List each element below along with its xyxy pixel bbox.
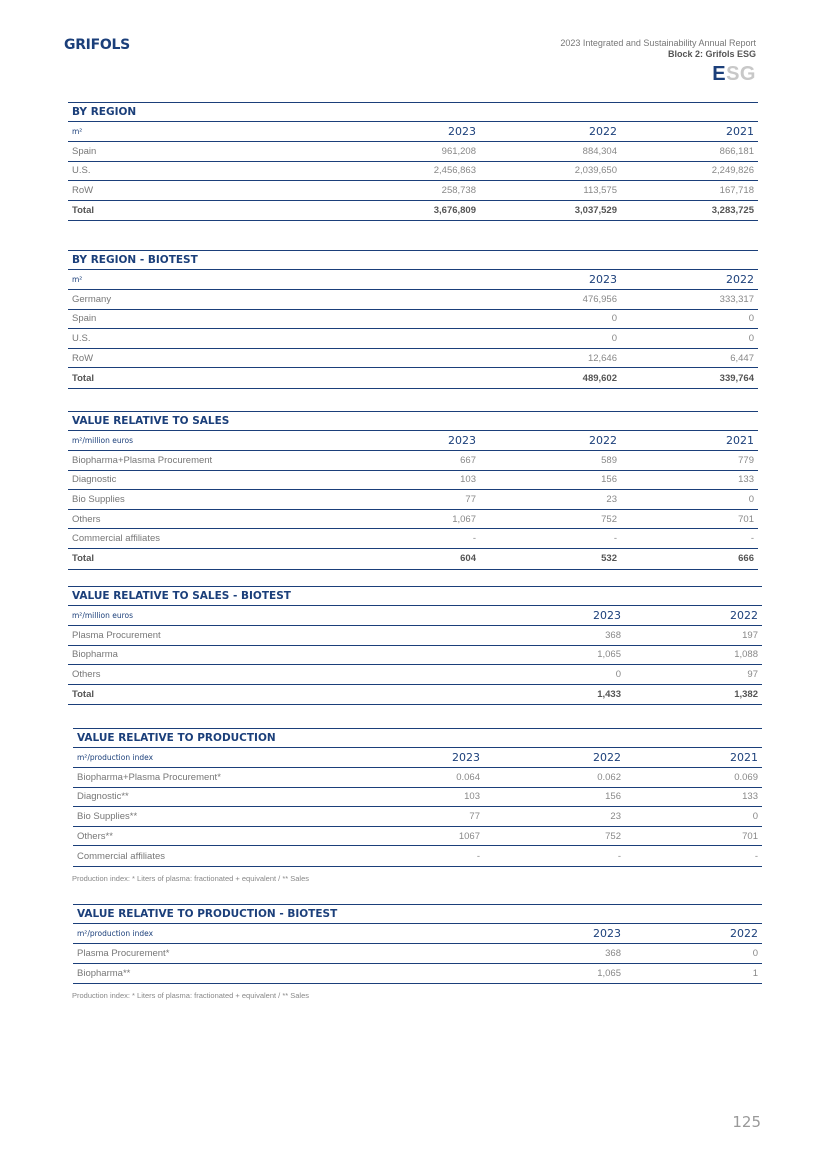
unit-label: m²/production index	[77, 753, 154, 762]
cell-value: 701	[738, 513, 754, 525]
cell-value: 2,249,826	[711, 165, 754, 177]
cell-value: 133	[742, 791, 758, 803]
cell-value: 2,456,863	[433, 165, 476, 177]
unit-label: m²/million euros	[72, 611, 133, 620]
cell-value: 156	[605, 791, 621, 803]
table-row	[73, 944, 762, 964]
row-label: Biopharma**	[77, 967, 131, 979]
row-label: U.S.	[72, 332, 91, 344]
row-label: RoW	[72, 184, 94, 196]
cell-value: 779	[738, 454, 754, 466]
cell-value: 1067	[458, 830, 480, 842]
row-label: Spain	[72, 313, 97, 325]
cell-value: 2,039,650	[574, 165, 617, 177]
row-label: RoW	[72, 352, 94, 364]
table-row	[68, 181, 758, 201]
cell-value: 1,065	[597, 967, 621, 979]
year-header: 2021	[730, 751, 758, 764]
cell-value: -	[613, 533, 617, 545]
row-label: Others	[72, 668, 101, 680]
row-label: Total	[72, 553, 94, 565]
cell-value: -	[472, 533, 476, 545]
cell-value: 0	[611, 313, 617, 325]
cell-value: 12,646	[587, 352, 617, 364]
table-title: BY REGION	[68, 103, 758, 122]
table-row	[73, 788, 762, 808]
cell-value: 103	[464, 791, 480, 803]
cell-value: 197	[742, 629, 758, 641]
year-header: 2022	[730, 609, 758, 622]
cell-value: 884,304	[582, 145, 617, 157]
table-row	[73, 807, 762, 827]
table-row	[68, 290, 758, 310]
cell-value: -	[476, 850, 480, 862]
table-title: VALUE RELATIVE TO SALES - BIOTEST	[68, 587, 762, 606]
cell-value: 0	[748, 332, 754, 344]
cell-value: 604	[460, 553, 476, 565]
page-header	[560, 38, 756, 86]
cell-value: 0	[748, 493, 754, 505]
cell-value: 532	[601, 553, 617, 565]
cell-value: 1,088	[734, 649, 758, 661]
table-row	[68, 471, 758, 491]
table-row	[73, 964, 762, 984]
cell-value: 589	[601, 454, 617, 466]
cell-value: 666	[738, 553, 754, 565]
cell-value: 0.064	[456, 771, 480, 783]
cell-value: 77	[469, 810, 480, 822]
cell-value: 368	[605, 629, 621, 641]
row-label: Bio Supplies	[72, 493, 125, 505]
total-row	[68, 201, 758, 221]
year-header: 2022	[589, 434, 617, 447]
cell-value: 77	[465, 493, 476, 505]
table-by-region	[68, 102, 758, 221]
cell-value: 0.069	[734, 771, 758, 783]
table-row	[68, 451, 758, 471]
report-title: 2023 Integrated and Sustainability Annual Report	[560, 38, 756, 48]
year-header: 2023	[448, 125, 476, 138]
row-label: Commercial affiliates	[77, 850, 165, 862]
cell-value: 6,447	[730, 352, 754, 364]
cell-value: 0	[611, 332, 617, 344]
table-row	[68, 142, 758, 162]
year-header: 2023	[448, 434, 476, 447]
esg-sg: SG	[726, 63, 756, 85]
cell-value: 1,382	[734, 689, 758, 701]
cell-value: -	[754, 850, 758, 862]
year-header: 2023	[593, 609, 621, 622]
row-label: Biopharma+Plasma Procurement*	[77, 771, 221, 783]
cell-value: 0	[615, 668, 621, 680]
cell-value: 752	[605, 830, 621, 842]
table-header-row	[68, 431, 758, 451]
table-row	[73, 827, 762, 847]
table-row	[68, 510, 758, 530]
table-row	[68, 310, 758, 330]
year-header: 2023	[593, 927, 621, 940]
cell-value: 339,764	[719, 372, 754, 384]
cell-value: 1,433	[597, 689, 621, 701]
row-label: Spain	[72, 145, 97, 157]
cell-value: 752	[601, 513, 617, 525]
table-row	[68, 626, 762, 646]
row-label: Others**	[77, 830, 113, 842]
cell-value: 103	[460, 474, 476, 486]
year-header: 2021	[726, 125, 754, 138]
row-label: Others	[72, 513, 101, 525]
cell-value: 489,602	[582, 372, 617, 384]
cell-value: 1,065	[597, 649, 621, 661]
row-label: Total	[72, 372, 94, 384]
table-by-region-biotest	[68, 250, 758, 389]
cell-value: 23	[610, 810, 621, 822]
cell-value: 701	[742, 830, 758, 842]
table-header-row	[68, 606, 762, 626]
production-note-biotest: Production index: * Liters of plasma: fractionated + equivalent / ** Sales	[72, 991, 310, 1000]
row-label: Plasma Procurement*	[77, 947, 170, 959]
unit-label: m²	[72, 127, 83, 136]
cell-value: 961,208	[441, 145, 476, 157]
table-value-relative-to-production-biotest	[73, 904, 762, 984]
row-label: Diagnostic	[72, 474, 117, 486]
table-row	[68, 646, 762, 666]
table-row	[68, 349, 758, 369]
grifols-logo: GRIFOLS	[64, 37, 130, 53]
block-title: Block 2: Grifols ESG	[667, 49, 756, 59]
table-row	[73, 768, 762, 788]
unit-label: m²/million euros	[72, 436, 133, 445]
table-header-row	[73, 748, 762, 768]
table-row	[68, 665, 762, 685]
table-title: VALUE RELATIVE TO SALES	[68, 412, 758, 431]
row-label: Bio Supplies**	[77, 810, 138, 822]
cell-value: 667	[460, 454, 476, 466]
unit-label: m²/production index	[77, 929, 154, 938]
cell-value: 156	[601, 474, 617, 486]
total-row	[68, 685, 762, 705]
cell-value: 133	[738, 474, 754, 486]
esg-label	[560, 62, 756, 86]
cell-value: 3,676,809	[433, 205, 476, 217]
cell-value: 3,037,529	[574, 205, 617, 217]
total-row	[68, 549, 758, 569]
cell-value: 368	[605, 947, 621, 959]
cell-value: 1,067	[452, 513, 476, 525]
table-title: VALUE RELATIVE TO PRODUCTION	[73, 729, 762, 748]
table-title: VALUE RELATIVE TO PRODUCTION - BIOTEST	[73, 905, 762, 924]
page-number: 125	[732, 1113, 761, 1131]
table-header-row	[68, 270, 758, 290]
cell-value: 0	[748, 313, 754, 325]
unit-label: m²	[72, 275, 83, 284]
row-label: U.S.	[72, 165, 91, 177]
cell-value: 866,181	[719, 145, 754, 157]
production-note: Production index: * Liters of plasma: fractionated + equivalent / ** Sales	[72, 874, 310, 883]
row-label: Commercial affiliates	[72, 533, 160, 545]
row-label: Biopharma	[72, 649, 118, 661]
year-header: 2022	[730, 927, 758, 940]
cell-value: 1	[752, 967, 758, 979]
cell-value: 0	[752, 947, 758, 959]
table-row	[73, 846, 762, 866]
cell-value: -	[750, 533, 754, 545]
year-header: 2022	[726, 273, 754, 286]
row-label: Total	[72, 689, 94, 701]
cell-value: 3,283,725	[711, 205, 754, 217]
table-value-relative-to-sales-biotest	[68, 586, 762, 705]
cell-value: 0	[752, 810, 758, 822]
year-header: 2023	[589, 273, 617, 286]
table-title: BY REGION - BIOTEST	[68, 251, 758, 270]
table-value-relative-to-sales	[68, 411, 758, 570]
total-row	[68, 368, 758, 388]
table-value-relative-to-production	[73, 728, 762, 867]
row-label: Diagnostic**	[77, 791, 129, 803]
row-label: Total	[72, 205, 94, 217]
table-header-row	[73, 924, 762, 944]
table-row	[68, 162, 758, 182]
year-header: 2023	[452, 751, 480, 764]
table-row	[68, 490, 758, 510]
year-header: 2021	[726, 434, 754, 447]
year-header: 2022	[593, 751, 621, 764]
table-header-row	[68, 122, 758, 142]
row-label: Biopharma+Plasma Procurement	[72, 454, 213, 466]
cell-value: 167,718	[719, 184, 754, 196]
cell-value: 333,317	[719, 293, 754, 305]
cell-value: 476,956	[582, 293, 617, 305]
table-row	[68, 329, 758, 349]
table-row	[68, 529, 758, 549]
cell-value: 23	[606, 493, 617, 505]
cell-value: 0.062	[597, 771, 621, 783]
esg-e: E	[712, 63, 727, 85]
row-label: Germany	[72, 293, 112, 305]
cell-value: -	[617, 850, 621, 862]
cell-value: 113,575	[583, 184, 617, 196]
row-label: Plasma Procurement	[72, 629, 161, 641]
cell-value: 258,738	[441, 184, 476, 196]
cell-value: 97	[747, 668, 758, 680]
year-header: 2022	[589, 125, 617, 138]
